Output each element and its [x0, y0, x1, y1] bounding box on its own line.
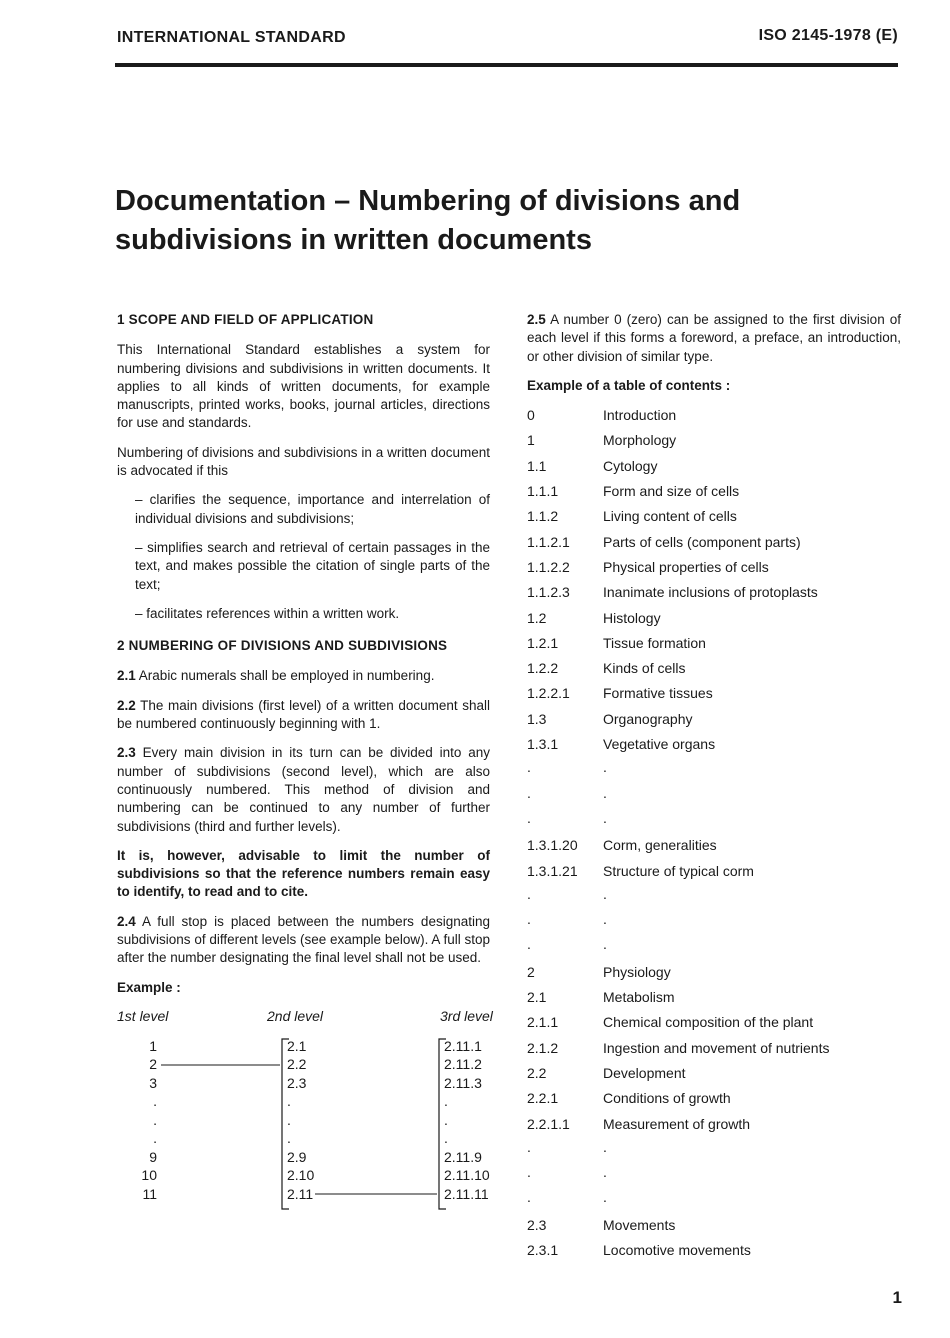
toc-row — [527, 835, 901, 860]
toc-number: 0 — [527, 407, 535, 424]
toc-title: Corm, generalities — [603, 837, 717, 854]
toc-number: . — [527, 911, 531, 928]
toc-row — [527, 861, 901, 886]
toc-row — [527, 532, 901, 557]
clause-text: Every main division in its turn can be divided into any number of subdivisions (second level), which are also continuously numbered. This method of division and numbering can be continued to any number of further subdivisions (third and further levels). — [117, 745, 490, 834]
section-1-heading: 1 SCOPE AND FIELD OF APPLICATION — [117, 312, 374, 327]
toc-row — [527, 810, 901, 835]
toc-title: Kinds of cells — [603, 660, 686, 677]
toc-example — [527, 405, 901, 1265]
toc-row — [527, 1088, 901, 1113]
level-2-entry: . — [287, 1130, 291, 1147]
toc-row — [527, 1164, 901, 1189]
toc-row — [527, 962, 901, 987]
toc-number: 1.3.1.20 — [527, 837, 578, 854]
level-1-entry: 2 — [149, 1056, 157, 1073]
level-3-header: 3rd level — [440, 1007, 493, 1024]
toc-row — [527, 430, 901, 455]
toc-title: Introduction — [603, 407, 677, 424]
toc-number: 1.1.2 — [527, 508, 559, 525]
toc-number: 2.1 — [527, 989, 547, 1006]
toc-title: Parts of cells (component parts) — [603, 533, 801, 550]
toc-number: 2 — [527, 963, 535, 980]
toc-title: Cytology — [603, 457, 658, 474]
clause-text: The main divisions (first level) of a written document shall be numbered continuously beginning with 1. — [117, 697, 490, 732]
level-2-entry: 2.9 — [287, 1148, 307, 1165]
toc-title: . — [603, 1164, 607, 1181]
toc-title: Measurement of growth — [603, 1115, 751, 1132]
toc-row — [527, 582, 901, 607]
toc-title: Ingestion and movement of nutrients — [603, 1039, 830, 1056]
toc-title: . — [603, 759, 607, 776]
header-rule — [115, 63, 898, 67]
toc-number: 2.3 — [527, 1216, 547, 1233]
toc-number: 1.1.2.2 — [527, 558, 570, 575]
clause-2-5 — [527, 311, 901, 366]
right-column — [527, 311, 901, 1265]
toc-row — [527, 1114, 901, 1139]
toc-row — [527, 1038, 901, 1063]
level-3-entry: 2.11.2 — [444, 1056, 482, 1073]
toc-number: 1.1 — [527, 457, 547, 474]
toc-row — [527, 658, 901, 683]
toc-row — [527, 1063, 901, 1088]
list-item: – clarifies the sequence, importance and interrelation of individual divisions and subdivisions; — [135, 492, 490, 526]
toc-number: 1.2.2.1 — [527, 685, 570, 702]
toc-number: . — [527, 809, 531, 826]
left-column — [117, 311, 493, 1227]
level-1-entry: . — [153, 1111, 157, 1128]
toc-number: 1.1.1 — [527, 483, 559, 500]
toc-title: Vegetative organs — [603, 736, 716, 753]
toc-title: Locomotive movements — [603, 1241, 751, 1258]
toc-row — [527, 683, 901, 708]
toc-title: Conditions of growth — [603, 1090, 731, 1107]
clause-2-3-note: It is, however, advisable to limit the number of subdivisions so that the reference numbers remain easy to identify, to read and to cite. — [117, 847, 490, 900]
toc-number: 1.3.1 — [527, 736, 559, 753]
toc-title: Tissue formation — [603, 634, 706, 651]
level-2-entry: . — [287, 1093, 291, 1110]
list-item: – facilitates references within a written work. — [135, 605, 400, 621]
clause-2-1 — [117, 667, 490, 685]
toc-title: Living content of cells — [603, 508, 737, 525]
level-3-entry: . — [444, 1111, 448, 1128]
toc-row — [527, 506, 901, 531]
level-1-entry: . — [153, 1130, 157, 1147]
toc-title: Development — [603, 1064, 686, 1081]
clause-number: 2.2 — [117, 697, 136, 713]
toc-title: Histology — [603, 609, 661, 626]
toc-title: Physical properties of cells — [603, 558, 769, 575]
toc-number: 1.1.2.3 — [527, 584, 570, 601]
level-2-entry: . — [287, 1111, 291, 1128]
toc-row — [527, 1189, 901, 1214]
toc-number: . — [527, 936, 531, 953]
clause-number: 2.3 — [117, 745, 136, 761]
level-3-entry: 2.11.3 — [444, 1074, 482, 1091]
toc-number: 2.2 — [527, 1064, 547, 1081]
level-3-entry: 2.11.11 — [444, 1185, 489, 1202]
toc-row — [527, 759, 901, 784]
toc-row — [527, 1240, 901, 1265]
clause-number: 2.4 — [117, 913, 136, 929]
toc-title: . — [603, 911, 607, 928]
level-2-entry: 2.10 — [287, 1167, 315, 1184]
toc-row — [527, 608, 901, 633]
toc-title: . — [603, 936, 607, 953]
clause-text: Arabic numerals shall be employed in numbering. — [138, 668, 435, 684]
clause-2-2 — [117, 697, 490, 734]
toc-number: 1.2.2 — [527, 660, 559, 677]
toc-title: Physiology — [603, 963, 671, 980]
toc-number: . — [527, 885, 531, 902]
level-2-column — [287, 1037, 314, 1204]
toc-number: 2.2.1 — [527, 1090, 559, 1107]
toc-number: 2.2.1.1 — [527, 1115, 570, 1132]
toc-title: Form and size of cells — [603, 483, 740, 500]
level-3-entry: 2.11.1 — [444, 1037, 482, 1054]
example-label: Example : — [117, 979, 181, 995]
clause-text: A full stop is placed between the numbers designating subdivisions of different levels (see example below). A full stop after the number designating the final level shall not be used. — [117, 913, 490, 966]
toc-number: 1.1.2.1 — [527, 533, 570, 550]
level-3-column — [444, 1037, 490, 1204]
toc-number: . — [527, 1164, 531, 1181]
toc-number: 1 — [527, 432, 535, 449]
section-1-paragraph-2: Numbering of divisions and subdivisions in a written document is advocated if this — [117, 444, 490, 479]
level-2-entry: 2.3 — [287, 1074, 307, 1091]
level-1-entry: . — [153, 1093, 157, 1110]
toc-number: . — [527, 784, 531, 801]
toc-number: 2.1.2 — [527, 1039, 559, 1056]
clause-2-3 — [117, 744, 490, 835]
toc-title: Formative tissues — [603, 685, 713, 702]
section-2-heading: 2 NUMBERING OF DIVISIONS AND SUBDIVISIONS — [117, 638, 448, 654]
toc-row — [527, 734, 901, 759]
level-1-entry: 9 — [149, 1148, 157, 1165]
toc-number: . — [527, 1138, 531, 1155]
level-1-entry: 11 — [142, 1185, 157, 1202]
toc-row — [527, 633, 901, 658]
toc-title: Chemical composition of the plant — [603, 1014, 814, 1031]
toc-number: 2.1.1 — [527, 1014, 559, 1031]
clause-text: A number 0 (zero) can be assigned to the first division of each level if this forms a foreword, a preface, an introduction, or other division of similar type. — [527, 312, 901, 364]
toc-number: 1.2 — [527, 609, 547, 626]
toc-row — [527, 785, 901, 810]
toc-number: . — [527, 1189, 531, 1206]
header-standard-type: INTERNATIONAL STANDARD — [117, 29, 346, 46]
toc-title: . — [603, 809, 607, 826]
level-3-entry: 2.11.10 — [444, 1167, 490, 1184]
clause-number: 2.1 — [117, 668, 136, 684]
toc-number: 1.3 — [527, 710, 547, 727]
toc-row — [527, 456, 901, 481]
level-1-entry: 10 — [141, 1167, 157, 1184]
toc-row — [527, 886, 901, 911]
level-1-header: 1st level — [117, 1007, 169, 1024]
toc-row — [527, 481, 901, 506]
document-title: Documentation – Numbering of divisions and subdivisions in written documents — [115, 185, 741, 256]
toc-title: Structure of typical corm — [603, 862, 754, 879]
level-3-entry: . — [444, 1093, 448, 1110]
toc-row — [527, 1139, 901, 1164]
level-1-column — [117, 1037, 157, 1204]
toc-number: 1.3.1.21 — [527, 862, 578, 879]
toc-title: Organography — [603, 710, 693, 727]
toc-title: . — [603, 784, 607, 801]
toc-title: Morphology — [603, 432, 677, 449]
toc-title: . — [603, 885, 607, 902]
toc-row — [527, 911, 901, 936]
level-3-entry: . — [444, 1130, 448, 1147]
toc-number: 1.2.1 — [527, 634, 559, 651]
toc-title: Inanimate inclusions of protoplasts — [603, 584, 818, 601]
toc-title: Metabolism — [603, 989, 675, 1006]
toc-title: . — [603, 1189, 607, 1206]
toc-row — [527, 709, 901, 734]
toc-title: . — [603, 1138, 607, 1155]
page-number: 1 — [892, 1288, 902, 1307]
toc-row — [527, 405, 901, 430]
toc-row — [527, 1012, 901, 1037]
level-3-entry: 2.11.9 — [444, 1148, 482, 1165]
level-1-entry: 3 — [149, 1074, 157, 1091]
toc-row — [527, 1215, 901, 1240]
clause-2-4 — [117, 913, 490, 968]
level-2-entry: 2.1 — [287, 1037, 307, 1054]
toc-row — [527, 987, 901, 1012]
toc-row — [527, 936, 901, 961]
toc-row — [527, 557, 901, 582]
level-2-header: 2nd level — [267, 1007, 324, 1024]
toc-title: Movements — [603, 1216, 676, 1233]
toc-number: . — [527, 759, 531, 776]
toc-example-label: Example of a table of contents : — [527, 377, 731, 393]
level-2-entry: 2.2 — [287, 1056, 307, 1073]
toc-number: 2.3.1 — [527, 1241, 559, 1258]
level-1-entry: 1 — [149, 1037, 157, 1054]
section-1-paragraph-1: This International Standard establishes a system for numbering divisions and subdivisions in written documents. It applies to all kinds of written documents, for example manuscripts, printed works, books, journal articles, directions for use and standards. — [117, 342, 490, 431]
clause-number: 2.5 — [527, 312, 546, 327]
list-item: – simplifies search and retrieval of certain passages in the text, and makes possible the citation of single parts of the text; — [135, 539, 490, 592]
levels-example — [117, 1007, 497, 1227]
level-2-entry: 2.11 — [287, 1185, 314, 1202]
header-standard-number: ISO 2145-1978 (E) — [758, 27, 898, 44]
